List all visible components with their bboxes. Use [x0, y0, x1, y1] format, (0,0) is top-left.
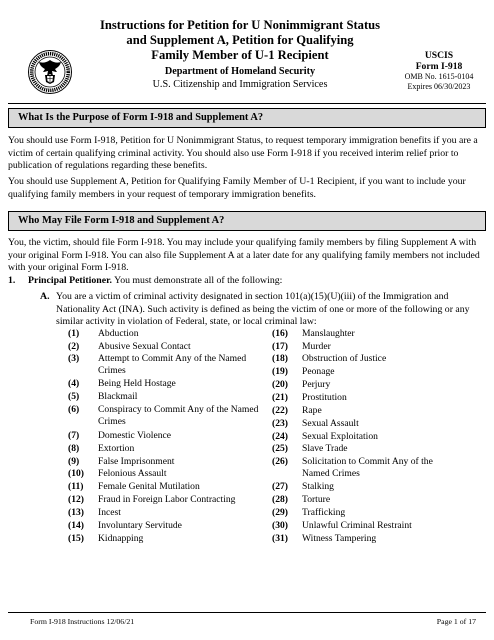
item-number: 1. [8, 275, 16, 286]
title-line-3: Family Member of U-1 Recipient [151, 48, 329, 62]
crime-name: Obstruction of Justice [302, 353, 387, 364]
expiration-date: Expires 06/30/2023 [407, 82, 471, 91]
crime-number: (19) [272, 366, 288, 377]
crime-name: Attempt to Commit Any of the Named Crimes [98, 353, 247, 376]
footer-page-number: Page 1 of 17 [436, 617, 476, 626]
crime-name: Blackmail [98, 391, 138, 402]
crime-name: Abusive Sexual Contact [98, 341, 191, 352]
form-id-block [398, 50, 480, 92]
crime-name: Stalking [302, 481, 334, 492]
crime-number: (2) [68, 341, 80, 352]
crime-name: Manslaughter [302, 328, 355, 339]
crime-number: (26) [272, 456, 288, 467]
purpose-paragraph-2: You should use Supplement A, Petition for Qualifying Family Member of U-1 Recipient, if you want to include your qualifying family members in your request of temporary immigration benefits. [8, 176, 466, 200]
department-block [110, 66, 370, 91]
crime-name: Trafficking [302, 507, 346, 518]
crime-number: (5) [68, 391, 80, 402]
crime-name: Abduction [98, 328, 139, 339]
crime-name: Being Held Hostage [98, 378, 176, 389]
crime-number: (1) [68, 328, 80, 339]
purpose-paragraph-1: You should use Form I-918, Petition for U Nonimmigrant Status, to request temporary immigration benefits if you are a victim of certain qualifying criminal activity. You should also use Form I-918 if you received interim relief prior to publication of regulations regarding these benefits. [8, 135, 478, 171]
crime-name: False Imprisonment [98, 456, 175, 467]
crime-number: (21) [272, 392, 288, 403]
department-name: Department of Homeland Security [164, 66, 316, 77]
crime-number: (18) [272, 353, 288, 364]
footer-form-edition: Form I-918 Instructions 12/06/21 [30, 617, 135, 626]
crime-name: Witness Tampering [302, 533, 377, 544]
crime-number: (30) [272, 520, 288, 531]
crime-name: Fraud in Foreign Labor Contracting [98, 494, 236, 505]
crime-name: Unlawful Criminal Restraint [302, 520, 412, 531]
item-text: You must demonstrate all of the following: [114, 275, 283, 286]
agency-short: USCIS [424, 50, 454, 61]
crime-number: (14) [68, 520, 84, 531]
crime-name: Slave Trade [302, 443, 348, 454]
header-divider [8, 103, 486, 104]
item-title: Principal Petitioner. [28, 275, 112, 286]
crime-number: (12) [68, 494, 84, 505]
title-line-2: and Supplement A, Petition for Qualifying [126, 33, 354, 47]
crime-number: (20) [272, 379, 288, 390]
form-number: Form I-918 [415, 61, 463, 72]
crime-name: Prostitution [302, 392, 347, 403]
principal-petitioner-item [8, 275, 282, 288]
crime-number: (29) [272, 507, 288, 518]
crime-name: Peonage [302, 366, 335, 377]
crime-name: Solicitation to Commit Any of the Named Crimes [302, 456, 433, 479]
crime-number: (3) [68, 353, 80, 364]
requirement-letter: A. [40, 291, 50, 302]
section-heading-who-may-file: Who May File Form I-918 and Supplement A? [8, 211, 486, 231]
crime-number: (16) [272, 328, 288, 339]
crime-name: Sexual Exploitation [302, 431, 378, 442]
crime-name: Torture [302, 494, 331, 505]
crime-number: (10) [68, 468, 84, 479]
dhs-seal-icon [28, 50, 72, 94]
footer-divider [8, 612, 486, 613]
crime-number: (23) [272, 418, 288, 429]
crime-name: Rape [302, 405, 322, 416]
crime-number: (4) [68, 378, 80, 389]
requirement-text: You are a victim of criminal activity designated in section 101(a)(15)(U)(iii) of the Immigration and Nationality Act (INA). Such activity is defined as being the victim of one or more of the following or any similar activity in violation of Federal, state, or local criminal law: [56, 291, 470, 327]
document-title [95, 18, 385, 63]
crime-number: (11) [68, 481, 84, 492]
crime-name: Domestic Violence [98, 430, 172, 441]
who-may-file-intro: You, the victim, should file Form I-918. You may include your qualifying family members by filing Supplement A with your original Form I-918. You can also file Supplement A at a later date for any qualifying family members not included with your original Form I-918. [8, 237, 480, 273]
crime-name: Involuntary Servitude [98, 520, 182, 531]
crime-number: (6) [68, 404, 80, 415]
crime-name: Extortion [98, 443, 135, 454]
crime-name: Conspiracy to Commit Any of the Named Crimes [98, 404, 259, 427]
crime-number: (27) [272, 481, 288, 492]
agency-name: U.S. Citizenship and Immigration Services [152, 78, 328, 90]
crime-name: Kidnapping [98, 533, 144, 544]
omb-number: OMB No. 1615-0104 [404, 72, 474, 81]
crime-number: (13) [68, 507, 84, 518]
crime-number: (31) [272, 533, 288, 544]
crime-name: Female Genital Mutilation [98, 481, 200, 492]
crime-name: Murder [302, 341, 331, 352]
crime-number: (24) [272, 431, 288, 442]
section-heading-purpose: What Is the Purpose of Form I-918 and Supplement A? [8, 108, 486, 128]
crime-name: Sexual Assault [302, 418, 359, 429]
crime-number: (17) [272, 341, 288, 352]
crime-number: (15) [68, 533, 84, 544]
crime-name: Felonious Assault [98, 468, 167, 479]
crime-number: (7) [68, 430, 80, 441]
crime-number: (25) [272, 443, 288, 454]
title-line-1: Instructions for Petition for U Nonimmigrant Status [99, 18, 381, 32]
crime-number: (8) [68, 443, 80, 454]
crime-name: Incest [98, 507, 121, 518]
crime-name: Perjury [302, 379, 331, 390]
crime-number: (28) [272, 494, 288, 505]
crime-number: (22) [272, 405, 288, 416]
crime-number: (9) [68, 456, 80, 467]
